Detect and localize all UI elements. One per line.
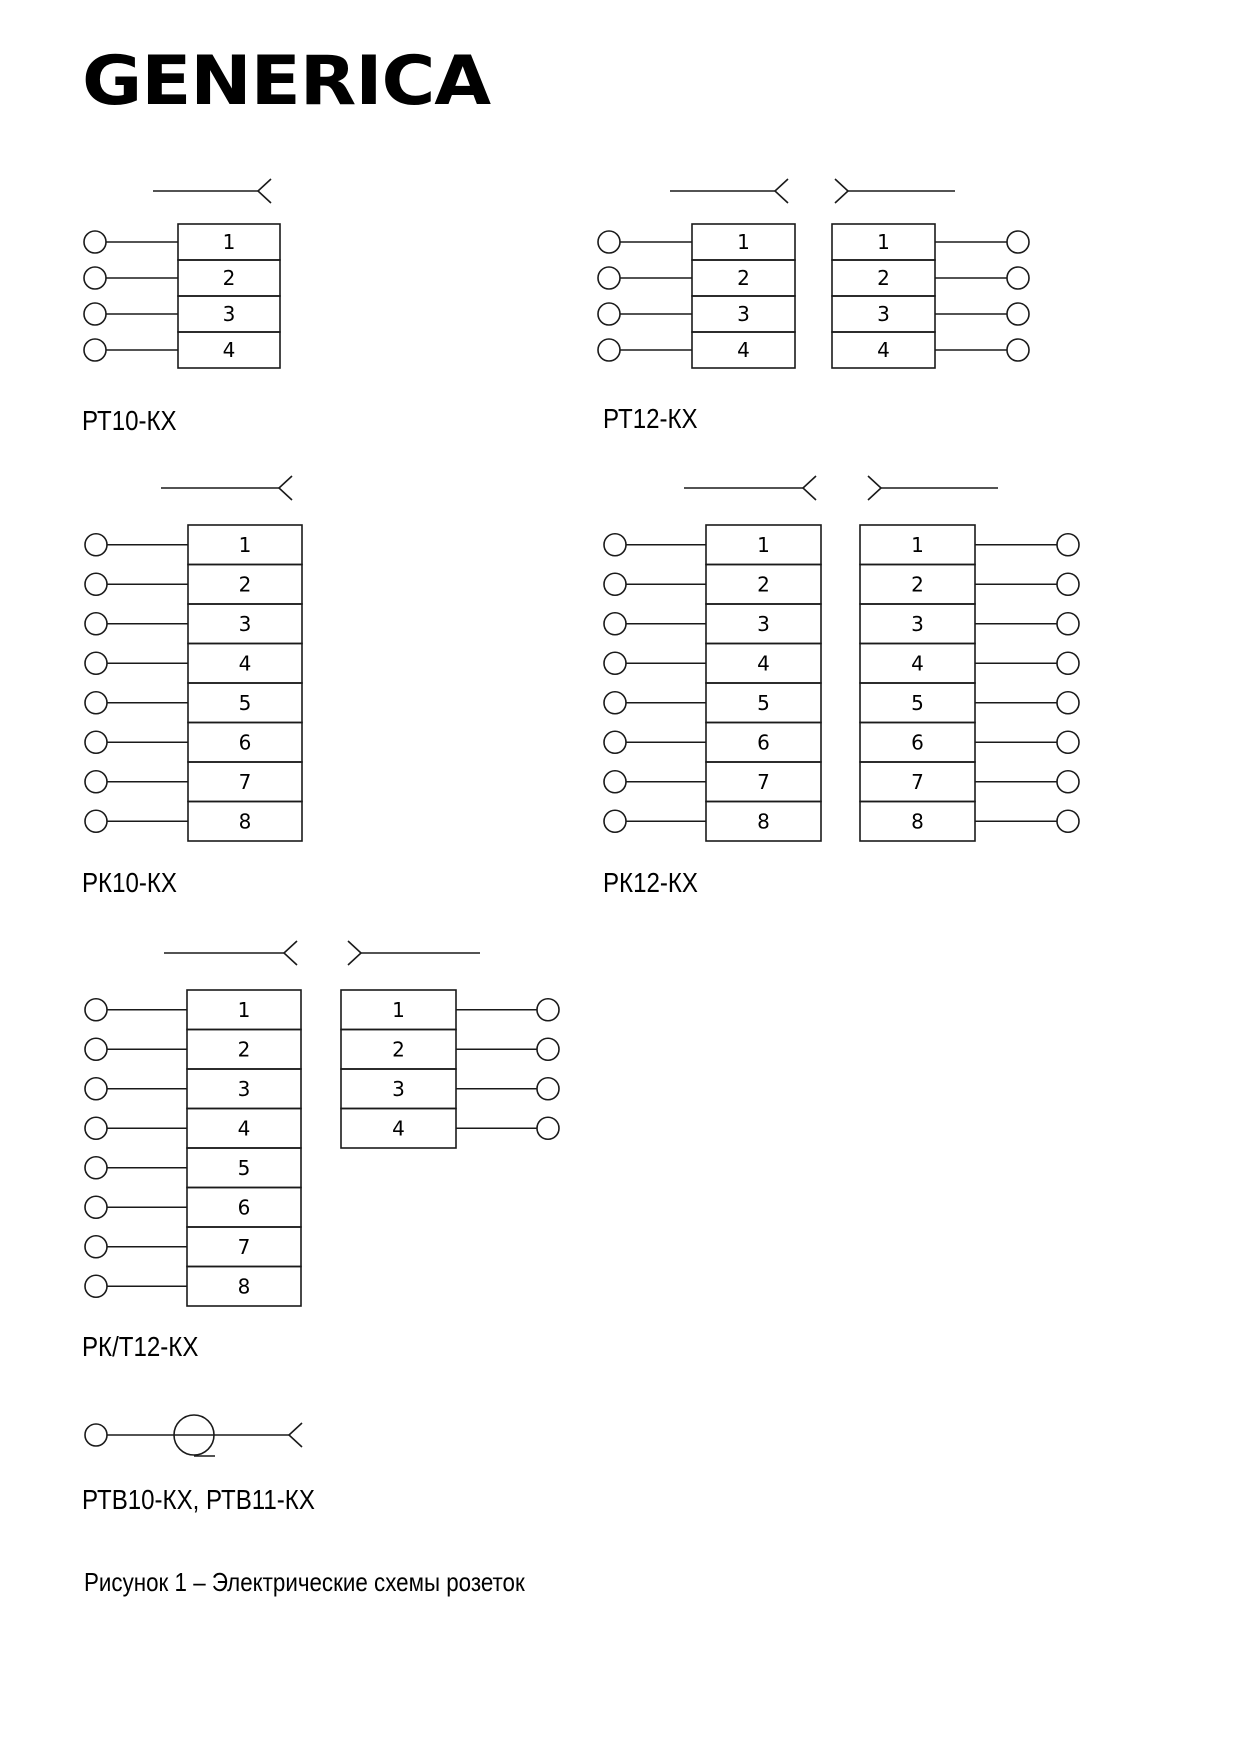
rk12-left-terminal-number: 6 [757,730,770,755]
rt12-pin-chevron [835,179,848,203]
rkt12-right-terminal-number: 1 [392,997,405,1022]
rt12-left-terminal-number: 2 [737,266,750,290]
rk10-contact-circle [85,652,107,674]
rk12-left-terminal-number: 2 [757,572,770,597]
rkt12-left-contact-circle [85,999,107,1021]
rk10-terminal-number: 8 [238,809,252,834]
rt12-left-terminal-number: 3 [737,302,750,326]
rk12-right-contact-circle [1057,652,1079,674]
rk12-right-terminal-number: 8 [911,809,924,834]
rk10-terminal-number: 1 [238,532,252,557]
rk12-right-terminal-number: 6 [911,730,924,755]
rk12-right-contact-circle [1057,810,1079,832]
rt12-right-terminal-number: 4 [877,338,890,362]
rk10-socket-chevron [279,476,292,500]
rt10-terminal-number: 4 [222,338,236,362]
rk12-right-terminal-number: 4 [911,651,924,676]
rt10-terminal-number: 1 [222,230,236,254]
rt12-right-terminal-number: 1 [877,230,890,254]
label-rt10: РТ10-КХ [82,405,177,436]
rk12-right-terminal-number: 5 [911,690,924,715]
rkt12-socket-chevron [284,941,297,965]
rt10-contact-circle [84,231,106,253]
rkt12-left-contact-circle [85,1236,107,1258]
rt10-terminal-number: 2 [222,266,236,290]
rt10-contact-circle [84,267,106,289]
label-rk10: РК10-КХ [82,867,177,898]
rt12-left-contact-circle [598,267,620,289]
rt12-left-contact-circle [598,339,620,361]
rk12-right-contact-circle [1057,692,1079,714]
rkt12-left-contact-circle [85,1196,107,1218]
rkt12-pin-chevron [348,941,361,965]
rt12-right-terminal-number: 2 [877,266,890,290]
rk10-contact-circle [85,810,107,832]
rt12-right-contact-circle [1007,303,1029,325]
label-rkt12: РК/Т12-КХ [82,1331,199,1362]
rkt12-left-contact-circle [85,1117,107,1139]
rk12-left-contact-circle [604,573,626,595]
rk12-pin-chevron [868,476,881,500]
rkt12-left-terminal-number: 8 [237,1274,251,1299]
rk12-right-contact-circle [1057,613,1079,635]
rk10-terminal-number: 3 [238,611,252,636]
rkt12-left-terminal-number: 5 [237,1155,251,1180]
rt10-terminal-number: 3 [222,302,236,326]
rk10-contact-circle [85,534,107,556]
rk10-terminal-number: 7 [238,769,252,794]
rk12-left-contact-circle [604,534,626,556]
rk12-left-contact-circle [604,613,626,635]
rt10-socket-chevron [258,179,271,203]
rt12-right-contact-circle [1007,339,1029,361]
rk12-left-contact-circle [604,771,626,793]
rk12-right-contact-circle [1057,731,1079,753]
rt12-left-contact-circle [598,231,620,253]
rkt12-right-contact-circle [537,1078,559,1100]
rkt12-right-contact-circle [537,1117,559,1139]
rkt12-right-terminal-number: 3 [392,1076,405,1101]
rt12-left-terminal-number: 4 [737,338,750,362]
rk10-contact-circle [85,692,107,714]
rk12-left-terminal-number: 1 [757,532,770,557]
rk10-contact-circle [85,771,107,793]
rkt12-left-contact-circle [85,1038,107,1060]
rt12-left-terminal-number: 1 [737,230,750,254]
rkt12-left-contact-circle [85,1078,107,1100]
rt10-contact-circle [84,303,106,325]
rk12-left-contact-circle [604,731,626,753]
rk10-terminal-number: 5 [238,690,252,715]
rtv-contact-circle [85,1424,107,1446]
rkt12-left-terminal-number: 7 [237,1234,251,1259]
rkt12-left-terminal-number: 3 [237,1076,251,1101]
rk10-terminal-number: 4 [238,651,252,676]
rk10-contact-circle [85,731,107,753]
rt12-left-contact-circle [598,303,620,325]
rk12-left-contact-circle [604,652,626,674]
rt12-right-contact-circle [1007,267,1029,289]
rt12-socket-chevron [775,179,788,203]
rkt12-left-terminal-number: 6 [237,1195,251,1220]
rk12-left-terminal-number: 8 [757,809,770,834]
rk12-right-contact-circle [1057,573,1079,595]
rkt12-right-contact-circle [537,999,559,1021]
rkt12-right-contact-circle [537,1038,559,1060]
rkt12-right-terminal-number: 4 [392,1116,405,1141]
label-rk12: РК12-КХ [603,867,698,898]
rk12-left-contact-circle [604,692,626,714]
rk12-left-terminal-number: 7 [757,769,770,794]
rk12-left-terminal-number: 4 [757,651,770,676]
rk10-contact-circle [85,573,107,595]
rt12-right-terminal-number: 3 [877,302,890,326]
label-rt12: РТ12-КХ [603,403,698,434]
rt12-right-contact-circle [1007,231,1029,253]
rkt12-left-terminal-number: 1 [237,997,251,1022]
rk12-socket-chevron [803,476,816,500]
rkt12-right-terminal-number: 2 [392,1037,405,1062]
rk12-right-contact-circle [1057,534,1079,556]
rt10-contact-circle [84,339,106,361]
rkt12-left-contact-circle [85,1157,107,1179]
rk12-right-terminal-number: 7 [911,769,924,794]
rk12-right-terminal-number: 1 [911,532,924,557]
rk12-right-contact-circle [1057,771,1079,793]
figure-caption: Рисунок 1 – Электрические схемы розеток [84,1567,525,1597]
rk12-left-terminal-number: 3 [757,611,770,636]
rk12-left-terminal-number: 5 [757,690,770,715]
rtv-socket-chevron [289,1423,302,1447]
rkt12-left-contact-circle [85,1275,107,1297]
rk10-terminal-number: 2 [238,572,252,597]
rk12-right-terminal-number: 3 [911,611,924,636]
rk12-left-contact-circle [604,810,626,832]
rkt12-left-terminal-number: 2 [237,1037,251,1062]
label-rtv10-rtv11: РТВ10-КХ, РТВ11-КХ [82,1484,315,1515]
rk10-contact-circle [85,613,107,635]
generica-logo: GENERICA [82,42,491,121]
rk10-terminal-number: 6 [238,730,252,755]
rk12-right-terminal-number: 2 [911,572,924,597]
rkt12-left-terminal-number: 4 [237,1116,251,1141]
